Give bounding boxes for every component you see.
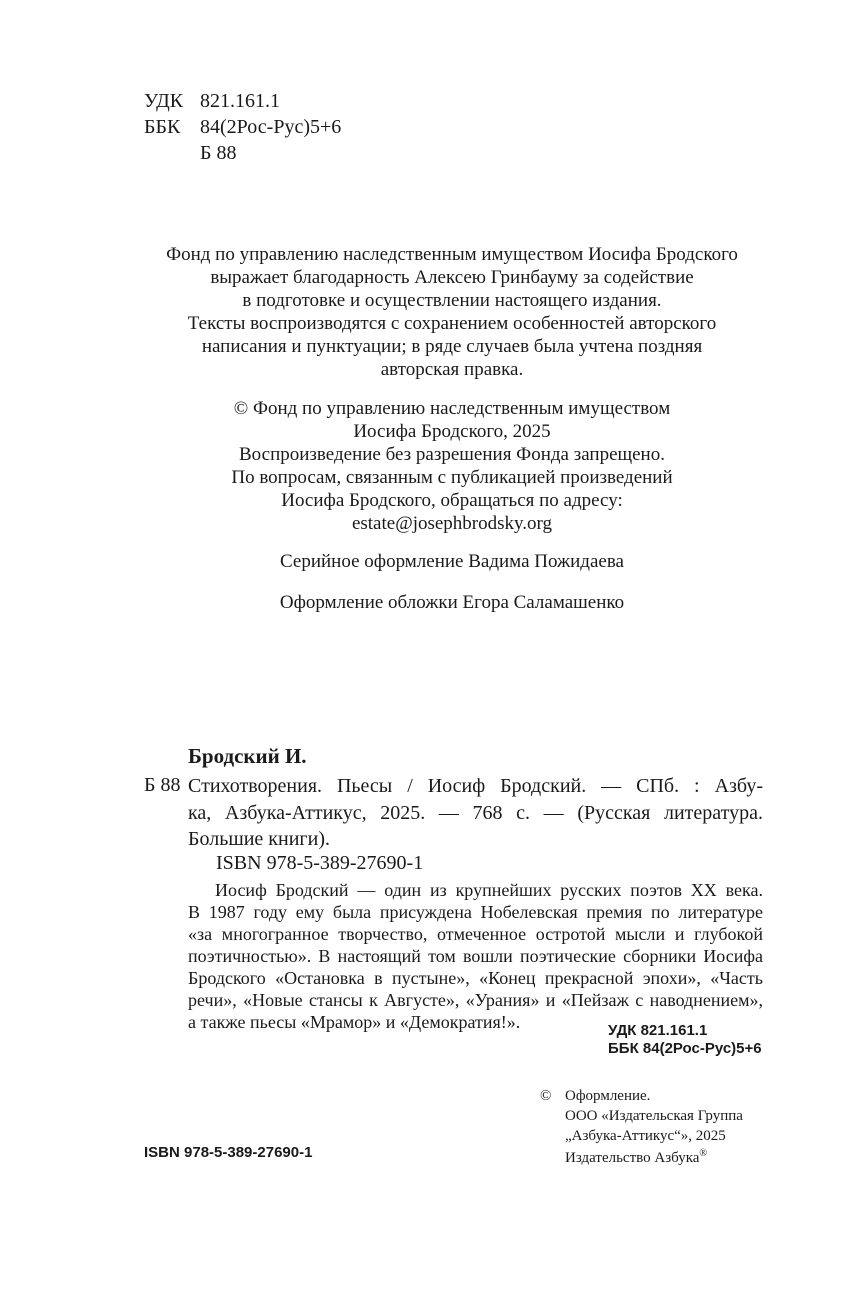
catalog-bbk: ББК 84(2Рос-Рус)5+6: [608, 1040, 762, 1057]
copyright-block: [60, 397, 844, 535]
series-design-credit: [60, 550, 844, 573]
publisher-line: ООО «Издательская Группа: [565, 1108, 743, 1124]
annotation-line: Иосиф Бродский — один из крупнейших русских поэтов XX века.: [215, 880, 763, 900]
annotation-line: речи», «Новые стансы к Августе», «Урания» и «Пейзаж с наводнением»,: [188, 990, 763, 1010]
series-design-text: Серийное оформление Вадима Пожидаева: [280, 551, 624, 572]
foundation-note: [60, 243, 844, 381]
bbk-value: 84(2Рос-Рус)5+6: [200, 116, 342, 138]
annotation-line: Бродского «Остановка в пустыне», «Конец прекрасной эпохи», «Часть: [188, 968, 763, 988]
foundation-note-line: Фонд по управлению наследственным имуществом Иосифа Бродского: [166, 244, 738, 265]
author-sign: Б 88: [200, 142, 237, 164]
publisher-line: [565, 1144, 707, 1168]
foundation-note-line: Тексты воспроизводятся с сохранением особенностей авторского: [187, 313, 717, 334]
copyright-symbol: ©: [540, 1088, 552, 1104]
foundation-note-line: выражает благодарность Алексею Гринбауму за содействие: [210, 267, 694, 288]
copyright-line: Воспроизведение без разрешения Фонда запрещено.: [239, 444, 665, 465]
udk-value: 821.161.1: [200, 90, 280, 112]
cover-design-text: Оформление обложки Егора Саламашенко: [279, 592, 625, 613]
contact-email: estate@josephbrodsky.org: [351, 513, 553, 534]
catalog-description-line: Большие книги).: [188, 828, 330, 850]
catalog-description-line: ка, Азбука-Аттикус, 2025. — 768 с. — (Русская литература.: [188, 802, 763, 824]
copyright-line: По вопросам, связанным с публикацией произведений: [231, 467, 673, 488]
catalog-sign: Б 88: [144, 774, 181, 796]
catalog-isbn: ISBN 978-5-389-27690-1: [216, 852, 424, 874]
copyright-line: Иосифа Бродского, 2025: [353, 421, 551, 442]
annotation-line: «за многогранное творчество, отмеченное остротой мысли и глубокой: [188, 924, 763, 944]
catalog-author-heading: Бродский И.: [188, 744, 307, 768]
publisher-line: „Азбука-Аттикус“», 2025: [565, 1128, 726, 1144]
annotation-line: поэтичностью». В настоящий том вошли поэтические сборники Иосифа: [188, 946, 763, 966]
catalog-description-line: Стихотворения. Пьесы / Иосиф Бродский. — СПб. : Азбу-: [188, 775, 763, 797]
foundation-note-line: написания и пунктуации; в ряде случаев была учтена поздняя: [201, 336, 703, 357]
cover-design-credit: [60, 591, 844, 614]
bbk-label: ББК: [144, 116, 181, 138]
annotation-line: а также пьесы «Мрамор» и «Демократия!».: [188, 1012, 521, 1032]
copyright-line: © Фонд по управлению наследственным имуществом: [233, 398, 671, 419]
publisher-name: Издательство Азбука: [565, 1150, 700, 1166]
annotation-line: В 1987 году ему была присуждена Нобелевская премия по литературе: [188, 902, 763, 922]
catalog-udk: УДК 821.161.1: [608, 1022, 708, 1039]
bottom-isbn: ISBN 978-5-389-27690-1: [144, 1144, 313, 1161]
publisher-line: Оформление.: [565, 1088, 651, 1104]
udk-label: УДК: [144, 90, 184, 112]
foundation-note-line: в подготовке и осуществлении настоящего издания.: [242, 290, 662, 311]
foundation-note-line: авторская правка.: [380, 359, 524, 380]
copyright-line: Иосифа Бродского, обращаться по адресу:: [281, 490, 623, 511]
registered-mark: ®: [699, 1148, 708, 1159]
